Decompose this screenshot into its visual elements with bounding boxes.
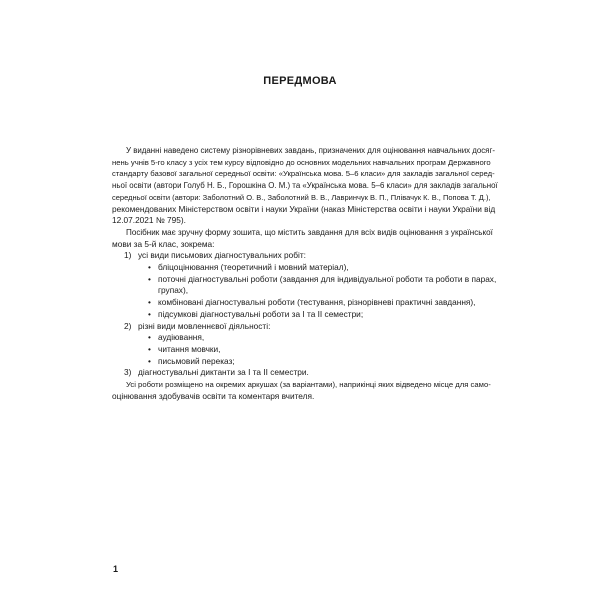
sub-list-item [138, 262, 498, 274]
text-line: Усі роботи розміщено на окремих аркушах (за варіантами), наприкінці яких відведено місце для само- [126, 380, 491, 390]
sub-list-item [138, 297, 498, 309]
page-number: 1 [113, 564, 119, 574]
sub-item-text: письмовий переказ; [158, 355, 235, 366]
second-paragraph [112, 227, 498, 250]
bullet-icon: • [148, 262, 151, 273]
text-line: Посібник має зручну форму зошита, що містить завдання для всіх видів оцінювання з української [126, 227, 493, 237]
bullet-icon: • [148, 355, 151, 366]
list-item [112, 321, 498, 368]
text-line: 12.07.2021 № 795). [112, 215, 186, 226]
sub-item-text: поточні діагностувальні роботи (завдання для індивідуальної роботи та роботи в парах, [158, 273, 497, 284]
list-number: 2) [124, 320, 132, 331]
sub-item-text: читання мовчки, [158, 343, 221, 354]
sub-list [138, 262, 498, 321]
preface-body [112, 145, 498, 402]
bullet-icon: • [148, 297, 151, 308]
sub-item-text: бліцоцінювання (теоретичний і мовний матеріал), [158, 262, 349, 273]
bullet-icon: • [148, 343, 151, 354]
sub-item-text: групах), [158, 285, 189, 296]
sub-list-item [138, 344, 498, 356]
list-item-label: усі види письмових діагностувальних робіт: [138, 250, 306, 261]
sub-list-item [138, 356, 498, 368]
assessment-types-list [112, 250, 498, 379]
sub-list-item [138, 332, 498, 344]
text-line: оцінювання здобувачів освіти та коментаря вчителя. [112, 390, 315, 401]
list-item-label: діагностувальні диктанти за І та ІІ семестри. [138, 367, 309, 378]
sub-list-item [138, 309, 498, 321]
text-line: середньої освіти (автори: Заболотний О. В., Заболотний В. В., Лавринчук В. П., Плівачук К. В., Попова Т. Д.), [112, 192, 491, 202]
sub-item-text: комбіновані діагностувальні роботи (тестування, різнорівневі практичні завдання), [158, 297, 476, 308]
list-item-label: різні види мовленнєвої діяльності: [138, 320, 271, 331]
sub-item-text: підсумкові діагностувальні роботи за І та ІІ семестри; [158, 308, 364, 319]
bullet-icon: • [148, 273, 151, 284]
text-line: нень учнів 5-го класу з усіх тем курсу відповідно до основних модельних навчальних програм Державного [112, 157, 491, 167]
text-line: стандарту базової загальної середньої освіти: «Українська мова. 5–6 класи» для закладів загальної серед- [112, 169, 495, 179]
list-number: 1) [124, 250, 132, 261]
intro-paragraph [112, 145, 498, 227]
text-line: ньої освіти (автори Голуб Н. Б., Горошкіна О. М.) та «Українська мова. 5–6 класи» для закладів загальної [112, 181, 498, 191]
text-line: рекомендованих Міністерством освіти і науки України (наказ Міністерства освіти і науки України від [112, 203, 496, 214]
text-line: мови за 5-й клас, зокрема: [112, 238, 215, 249]
sub-list-item [138, 274, 498, 297]
closing-paragraph [112, 379, 498, 402]
sub-list [138, 332, 498, 367]
bullet-icon: • [148, 332, 151, 343]
list-item [112, 367, 498, 379]
page-title: ПЕРЕДМОВА [263, 75, 337, 87]
list-number: 3) [124, 367, 132, 378]
bullet-icon: • [148, 308, 151, 319]
sub-item-text: аудіювання, [158, 332, 205, 343]
list-item [112, 250, 498, 320]
text-line: У виданні наведено систему різнорівневих завдань, призначених для оцінювання навчальних досяг- [126, 146, 495, 155]
